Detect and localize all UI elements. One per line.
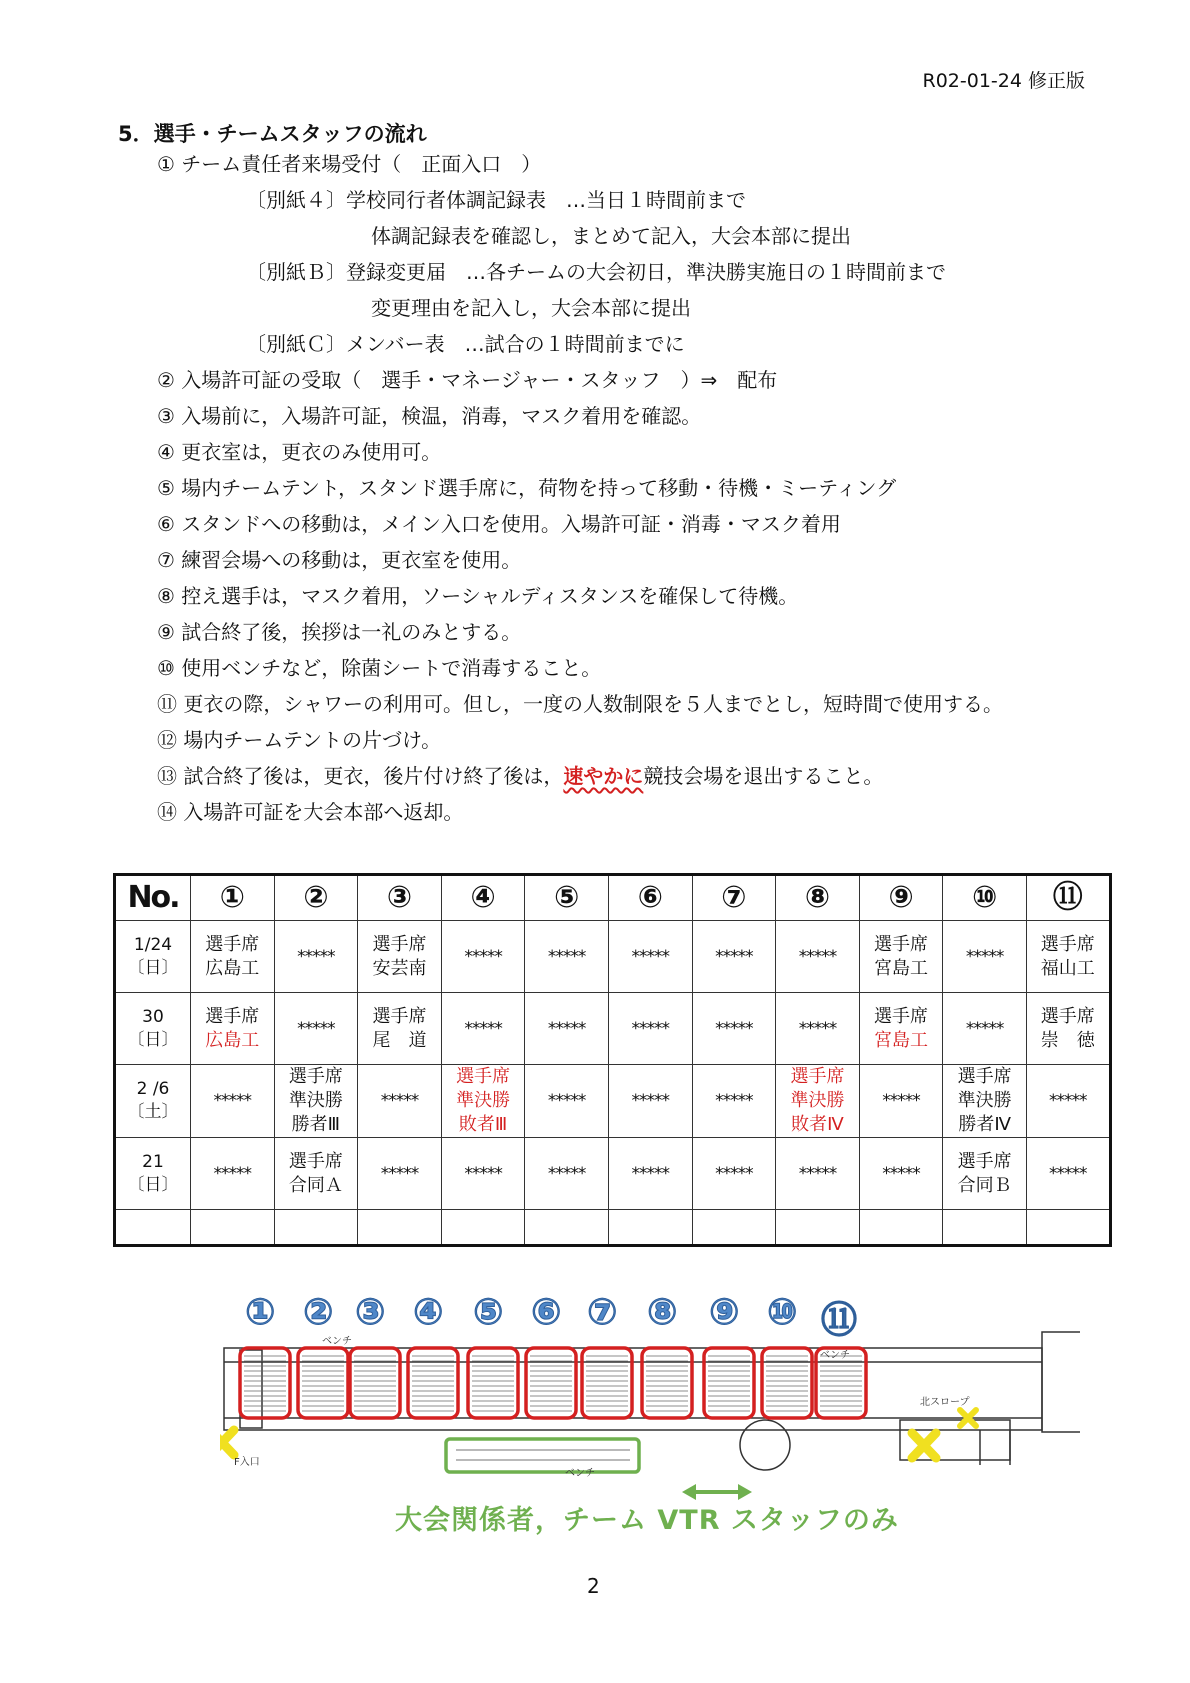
seat-cell bbox=[776, 1065, 860, 1138]
staff-only-note: 大会関係者，チーム VTR スタッフのみ bbox=[395, 1505, 899, 1536]
seat-cell-text: 選手席 bbox=[790, 1066, 845, 1087]
bench-bottom-label: ベンチ bbox=[565, 1468, 595, 1479]
seat-cell-text: ***** bbox=[798, 1163, 837, 1184]
page-number: 2 bbox=[587, 1574, 600, 1598]
seat-cell bbox=[859, 1065, 943, 1138]
seat-box bbox=[642, 1348, 692, 1418]
seat-box bbox=[468, 1348, 518, 1418]
seat-cell-text: 準決勝 bbox=[957, 1090, 1012, 1111]
seat-number-label: ⑤ bbox=[473, 1292, 504, 1333]
closed-mark-right-icon bbox=[912, 1433, 936, 1458]
seat-cell bbox=[692, 993, 776, 1065]
empty-cell bbox=[358, 1210, 442, 1246]
date-text: 〔土〕 bbox=[127, 1102, 179, 1122]
date-text: 1/24 bbox=[133, 934, 173, 955]
bench-right-label: ベンチ bbox=[820, 1350, 850, 1361]
seat-number-label: ⑨ bbox=[709, 1292, 740, 1333]
seat-cell-text: 敗者Ⅳ bbox=[791, 1114, 844, 1135]
seat-cell bbox=[274, 993, 358, 1065]
bench-top-label: ベンチ bbox=[322, 1336, 352, 1347]
table-row bbox=[115, 1065, 1111, 1138]
col-header-seat: ⑤ bbox=[525, 875, 609, 921]
seat-cell-text: ***** bbox=[297, 946, 335, 967]
step-10: ⑩ 使用ベンチなど，除菌シートで消毒すること。 bbox=[157, 656, 602, 680]
empty-cell bbox=[1026, 1210, 1110, 1246]
step-8: ⑧ 控え選手は，マスク着用，ソーシャルディスタンスを確保して待機。 bbox=[157, 584, 799, 608]
seat-cell bbox=[358, 921, 442, 993]
seat-number-label: ⑥ bbox=[531, 1292, 562, 1333]
seat-cell bbox=[441, 1138, 525, 1210]
step-13 bbox=[157, 762, 883, 790]
seat-cell-text: 勝者Ⅳ bbox=[958, 1114, 1011, 1135]
seat-cell-text: 選手席 bbox=[288, 1150, 343, 1172]
seat-cell-text: 選手席 bbox=[874, 933, 929, 955]
col-header-seat: ⑩ bbox=[943, 875, 1027, 921]
seat-cell-text: 宮島工 bbox=[874, 957, 929, 979]
seat-cell bbox=[191, 993, 275, 1065]
seat-cell-text: ***** bbox=[464, 1018, 502, 1039]
seat-cell bbox=[274, 1138, 358, 1210]
seat-cell bbox=[692, 1138, 776, 1210]
seat-cell-text: ***** bbox=[380, 1091, 419, 1111]
step-11: ⑪ 更衣の際，シャワーの利用可。但し，一度の人数制限を５人までとし，短時間で使用する。 bbox=[157, 692, 1003, 716]
seat-cell-text: 宮島工 bbox=[874, 1029, 929, 1051]
seat-number-label: ⑦ bbox=[587, 1292, 618, 1333]
seat-cell-text: 選手席 bbox=[456, 1066, 511, 1087]
table-row bbox=[115, 1138, 1111, 1210]
seat-cell bbox=[608, 1065, 692, 1138]
seat-cell-text: ***** bbox=[547, 1163, 586, 1184]
seat-cell-text: ***** bbox=[464, 1163, 502, 1184]
step-1-form-c: 〔別紙Ｃ〕メンバー表 …試合の１時間前までに bbox=[246, 332, 685, 356]
seat-cell-text: 合同Ｂ bbox=[957, 1174, 1012, 1196]
col-header-seat: ⑦ bbox=[692, 875, 776, 921]
seat-cell bbox=[943, 1138, 1027, 1210]
seat-box bbox=[298, 1348, 348, 1418]
empty-cell bbox=[274, 1210, 358, 1246]
seat-cell bbox=[859, 993, 943, 1065]
empty-cell bbox=[692, 1210, 776, 1246]
seat-cell bbox=[943, 993, 1027, 1065]
seat-cell-text: ***** bbox=[297, 1018, 335, 1039]
step-13-post: 競技会場を退出すること。 bbox=[643, 764, 884, 788]
step-14: ⑭ 入場許可証を大会本部へ返却。 bbox=[157, 800, 464, 824]
empty-cell bbox=[191, 1210, 275, 1246]
seat-cell-text: 選手席 bbox=[205, 1005, 260, 1027]
seat-cell bbox=[441, 1065, 525, 1138]
seat-cell bbox=[1026, 993, 1110, 1065]
north-slope-label: 北スロープ bbox=[920, 1397, 970, 1408]
seat-cell-text: 選手席 bbox=[874, 1005, 929, 1027]
seat-cell bbox=[692, 921, 776, 993]
seat-cell bbox=[943, 1065, 1027, 1138]
seat-cell-text: ***** bbox=[631, 1018, 670, 1039]
date-cell bbox=[115, 1065, 191, 1138]
stand-hatching bbox=[244, 1356, 862, 1411]
seat-cell-text: ***** bbox=[882, 1163, 920, 1184]
seat-cell-text: 選手席 bbox=[372, 1005, 427, 1027]
date-text: 〔日〕 bbox=[127, 957, 179, 978]
date-cell bbox=[115, 1138, 191, 1210]
seat-cell bbox=[525, 993, 609, 1065]
col-header-seat: ⑨ bbox=[859, 875, 943, 921]
step-12: ⑫ 場内チームテントの片づけ。 bbox=[157, 728, 442, 752]
seat-box bbox=[526, 1348, 576, 1418]
table-row bbox=[115, 921, 1111, 993]
seat-cell bbox=[525, 1065, 609, 1138]
seat-cell-text: ***** bbox=[1048, 1163, 1087, 1184]
seat-number-label: ⑪ bbox=[821, 1300, 858, 1341]
seat-cell-text: ***** bbox=[965, 946, 1004, 967]
col-header-seat: ④ bbox=[441, 875, 525, 921]
seat-cell-text: ***** bbox=[213, 1163, 252, 1184]
seat-cell bbox=[1026, 921, 1110, 993]
seat-cell bbox=[1026, 1065, 1110, 1138]
seat-cell-text: ***** bbox=[798, 1018, 837, 1039]
date-text: 21 bbox=[142, 1151, 164, 1172]
date-text: 30 bbox=[142, 1006, 164, 1027]
seat-cell bbox=[1026, 1138, 1110, 1210]
seat-cell bbox=[859, 1138, 943, 1210]
empty-cell bbox=[441, 1210, 525, 1246]
seat-cell bbox=[525, 1138, 609, 1210]
seat-cell-text: 選手席 bbox=[205, 933, 260, 955]
seat-box bbox=[350, 1348, 400, 1418]
seat-cell-text: ***** bbox=[547, 1018, 586, 1039]
seat-box bbox=[240, 1348, 290, 1418]
closed-mark-left-icon bbox=[220, 1430, 234, 1455]
step-4: ④ 更衣室は，更衣のみ使用可。 bbox=[157, 440, 442, 464]
seat-cell-text: 尾 道 bbox=[372, 1029, 427, 1051]
step-1-form-b: 〔別紙Ｂ〕登録変更届 …各チームの大会初日，準決勝実施日の１時間前まで bbox=[246, 260, 946, 284]
date-text: 〔日〕 bbox=[127, 1029, 179, 1050]
seat-cell-text: ***** bbox=[631, 1091, 670, 1111]
col-header-seat: ⑧ bbox=[776, 875, 860, 921]
seat-cell-text: 選手席 bbox=[957, 1066, 1012, 1087]
empty-cell bbox=[943, 1210, 1027, 1246]
seat-cell-text: ***** bbox=[715, 946, 753, 967]
seat-box bbox=[582, 1348, 632, 1418]
step-2: ② 入場許可証の受取（ 選手・マネージャー・スタッフ ）⇒ 配布 bbox=[157, 368, 778, 392]
empty-cell bbox=[115, 1210, 191, 1246]
seat-box bbox=[408, 1348, 458, 1418]
step-1: ① チーム責任者来場受付（ 正面入口 ） bbox=[157, 152, 542, 176]
step-1-form-4-note: 体調記録表を確認し，まとめて記入，大会本部に提出 bbox=[371, 224, 851, 248]
section-title: 5．選手・チームスタッフの流れ bbox=[118, 122, 427, 146]
seat-cell bbox=[776, 1138, 860, 1210]
date-cell bbox=[115, 921, 191, 993]
seat-number-label: ③ bbox=[355, 1292, 386, 1333]
step-6: ⑥ スタンドへの移動は，メイン入口を使用。入場許可証・消毒・マスク着用 bbox=[157, 512, 841, 536]
seat-cell-text: 準決勝 bbox=[790, 1090, 845, 1111]
step-3: ③ 入場前に，入場許可証，検温，消毒，マスク着用を確認。 bbox=[157, 404, 702, 428]
seat-cell bbox=[191, 921, 275, 993]
seat-cell bbox=[776, 993, 860, 1065]
seat-number-label: ② bbox=[303, 1292, 334, 1333]
col-header-seat: ② bbox=[274, 875, 358, 921]
col-header-seat: ③ bbox=[358, 875, 442, 921]
step-13-emphasis: 速やかに bbox=[563, 764, 644, 788]
table-row bbox=[115, 993, 1111, 1065]
seat-cell-text: ***** bbox=[798, 946, 837, 967]
seat-cell bbox=[859, 921, 943, 993]
empty-cell bbox=[859, 1210, 943, 1246]
seat-boxes bbox=[240, 1348, 866, 1418]
seat-cell-text: 合同Ａ bbox=[288, 1174, 343, 1196]
seat-cell bbox=[191, 1065, 275, 1138]
seat-number-label: ⑧ bbox=[647, 1292, 678, 1333]
col-header-seat: ⑥ bbox=[608, 875, 692, 921]
seat-cell bbox=[608, 1138, 692, 1210]
seat-cell bbox=[358, 1065, 442, 1138]
seat-cell-text: ***** bbox=[213, 1091, 252, 1111]
step-5: ⑤ 場内チームテント，スタンド選手席に，荷物を持って移動・待機・ミーティング bbox=[157, 476, 897, 500]
seat-cell bbox=[441, 921, 525, 993]
seat-cell-text: ***** bbox=[631, 946, 670, 967]
seat-assignment-table bbox=[113, 873, 1112, 1247]
seat-cell-text: ***** bbox=[715, 1163, 753, 1184]
seat-cell bbox=[608, 921, 692, 993]
seat-cell-text: ***** bbox=[882, 1091, 920, 1111]
seat-cell-text: 選手席 bbox=[1040, 1005, 1095, 1027]
step-13-pre: ⑬ 試合終了後は，更衣，後片付け終了後は， bbox=[157, 764, 564, 788]
col-header-no: No. bbox=[115, 875, 191, 921]
step-7: ⑦ 練習会場への移動は，更衣室を使用。 bbox=[157, 548, 522, 572]
seat-cell-text: 準決勝 bbox=[288, 1090, 343, 1111]
date-cell bbox=[115, 993, 191, 1065]
seat-cell bbox=[692, 1065, 776, 1138]
date-text: 〔日〕 bbox=[127, 1174, 179, 1195]
seat-cell-text: ***** bbox=[464, 946, 502, 967]
seat-cell-text: 勝者Ⅲ bbox=[291, 1114, 341, 1135]
seat-cell bbox=[191, 1138, 275, 1210]
seat-cell-text: 選手席 bbox=[288, 1066, 343, 1087]
seat-cell bbox=[358, 993, 442, 1065]
step-1-form-4: 〔別紙４〕学校同行者体調記録表 …当日１時間前まで bbox=[246, 188, 746, 212]
seat-cell-text: 広島工 bbox=[205, 1029, 260, 1051]
entrance-label: F入口 bbox=[234, 1457, 260, 1468]
seat-cell bbox=[776, 921, 860, 993]
seat-cell bbox=[943, 921, 1027, 993]
seat-cell-text: 選手席 bbox=[372, 933, 427, 955]
col-header-seat: ① bbox=[191, 875, 275, 921]
staff-area-box bbox=[446, 1439, 639, 1472]
date-text: 2 /6 bbox=[136, 1079, 170, 1099]
step-1-form-b-note: 変更理由を記入し，大会本部に提出 bbox=[371, 296, 691, 320]
empty-row bbox=[115, 1210, 1111, 1246]
seat-cell-text: ***** bbox=[715, 1091, 753, 1111]
seat-cell bbox=[608, 993, 692, 1065]
seat-cell-text: ***** bbox=[715, 1018, 753, 1039]
seat-cell bbox=[274, 1065, 358, 1138]
step-9: ⑨ 試合終了後，挨拶は一礼のみとする。 bbox=[157, 620, 522, 644]
seat-cell bbox=[274, 921, 358, 993]
seat-number-label: ⑩ bbox=[767, 1292, 798, 1333]
seat-number-label: ④ bbox=[413, 1292, 444, 1333]
seat-cell bbox=[441, 993, 525, 1065]
seat-cell-text: 選手席 bbox=[957, 1150, 1012, 1172]
seat-cell-text: 崇 徳 bbox=[1040, 1029, 1095, 1051]
seat-cell-text: ***** bbox=[1048, 1091, 1087, 1111]
seat-cell-text: 選手席 bbox=[1040, 933, 1095, 955]
seat-cell-text: ***** bbox=[631, 1163, 670, 1184]
seat-box bbox=[762, 1348, 812, 1418]
seat-cell-text: ***** bbox=[965, 1018, 1004, 1039]
empty-cell bbox=[608, 1210, 692, 1246]
seat-cell-text: ***** bbox=[380, 1163, 419, 1184]
seat-cell-text: 安芸南 bbox=[372, 957, 427, 979]
seat-number-label: ① bbox=[245, 1292, 276, 1333]
seat-cell-text: 準決勝 bbox=[456, 1090, 511, 1111]
seat-box bbox=[704, 1348, 754, 1418]
seat-cell-text: ***** bbox=[547, 1091, 586, 1111]
seat-cell-text: 広島工 bbox=[205, 957, 260, 979]
col-header-seat: ⑪ bbox=[1026, 875, 1110, 921]
seat-cell-text: 敗者Ⅲ bbox=[458, 1114, 508, 1135]
empty-cell bbox=[776, 1210, 860, 1246]
seat-cell-text: 福山工 bbox=[1040, 957, 1095, 979]
seat-cell bbox=[525, 921, 609, 993]
seat-cell-text: ***** bbox=[547, 946, 586, 967]
table-body bbox=[115, 921, 1111, 1246]
seat-cell bbox=[358, 1138, 442, 1210]
empty-cell bbox=[525, 1210, 609, 1246]
revision-label: R02-01-24 修正版 bbox=[922, 70, 1085, 92]
table-header-row bbox=[115, 875, 1111, 921]
